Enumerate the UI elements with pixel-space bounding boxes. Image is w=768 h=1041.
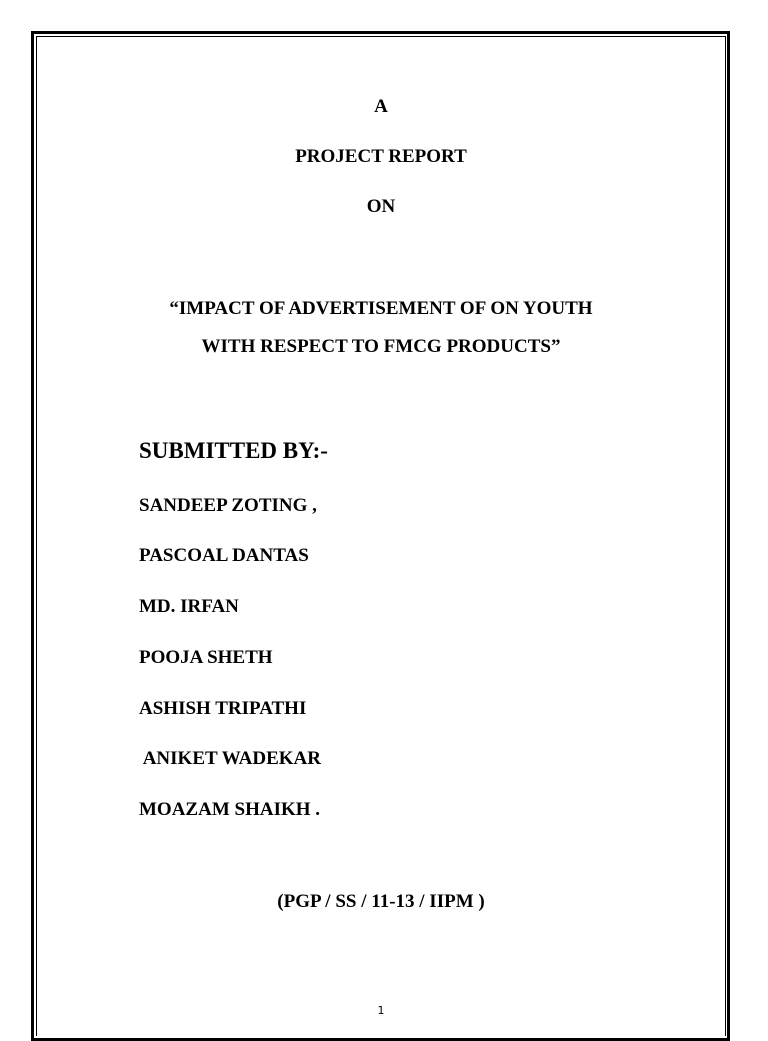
page-number: 1 (377, 1004, 385, 1017)
topic-line-2: WITH RESPECT TO FMCG PRODUCTS” (201, 336, 561, 357)
author-name: MOAZAM SHAIKH . (139, 799, 321, 820)
author-name: SANDEEP ZOTING , (139, 495, 317, 516)
author-name: POOJA SHETH (139, 647, 273, 668)
author-name: PASCOAL DANTAS (139, 545, 309, 566)
author-name: MD. IRFAN (139, 596, 239, 617)
title-line-on: ON (366, 196, 396, 217)
program-code: (PGP / SS / 11-13 / IIPM ) (277, 891, 485, 912)
submitted-by-heading: SUBMITTED BY:- (139, 438, 328, 463)
page-border-inner (36, 36, 726, 1036)
topic-line-1: “IMPACT OF ADVERTISEMENT OF ON YOUTH (169, 298, 593, 319)
title-line-project-report: PROJECT REPORT (295, 146, 467, 167)
author-name: ASHISH TRIPATHI (139, 698, 307, 719)
title-line-a: A (374, 96, 388, 117)
author-name: ANIKET WADEKAR (139, 748, 321, 769)
